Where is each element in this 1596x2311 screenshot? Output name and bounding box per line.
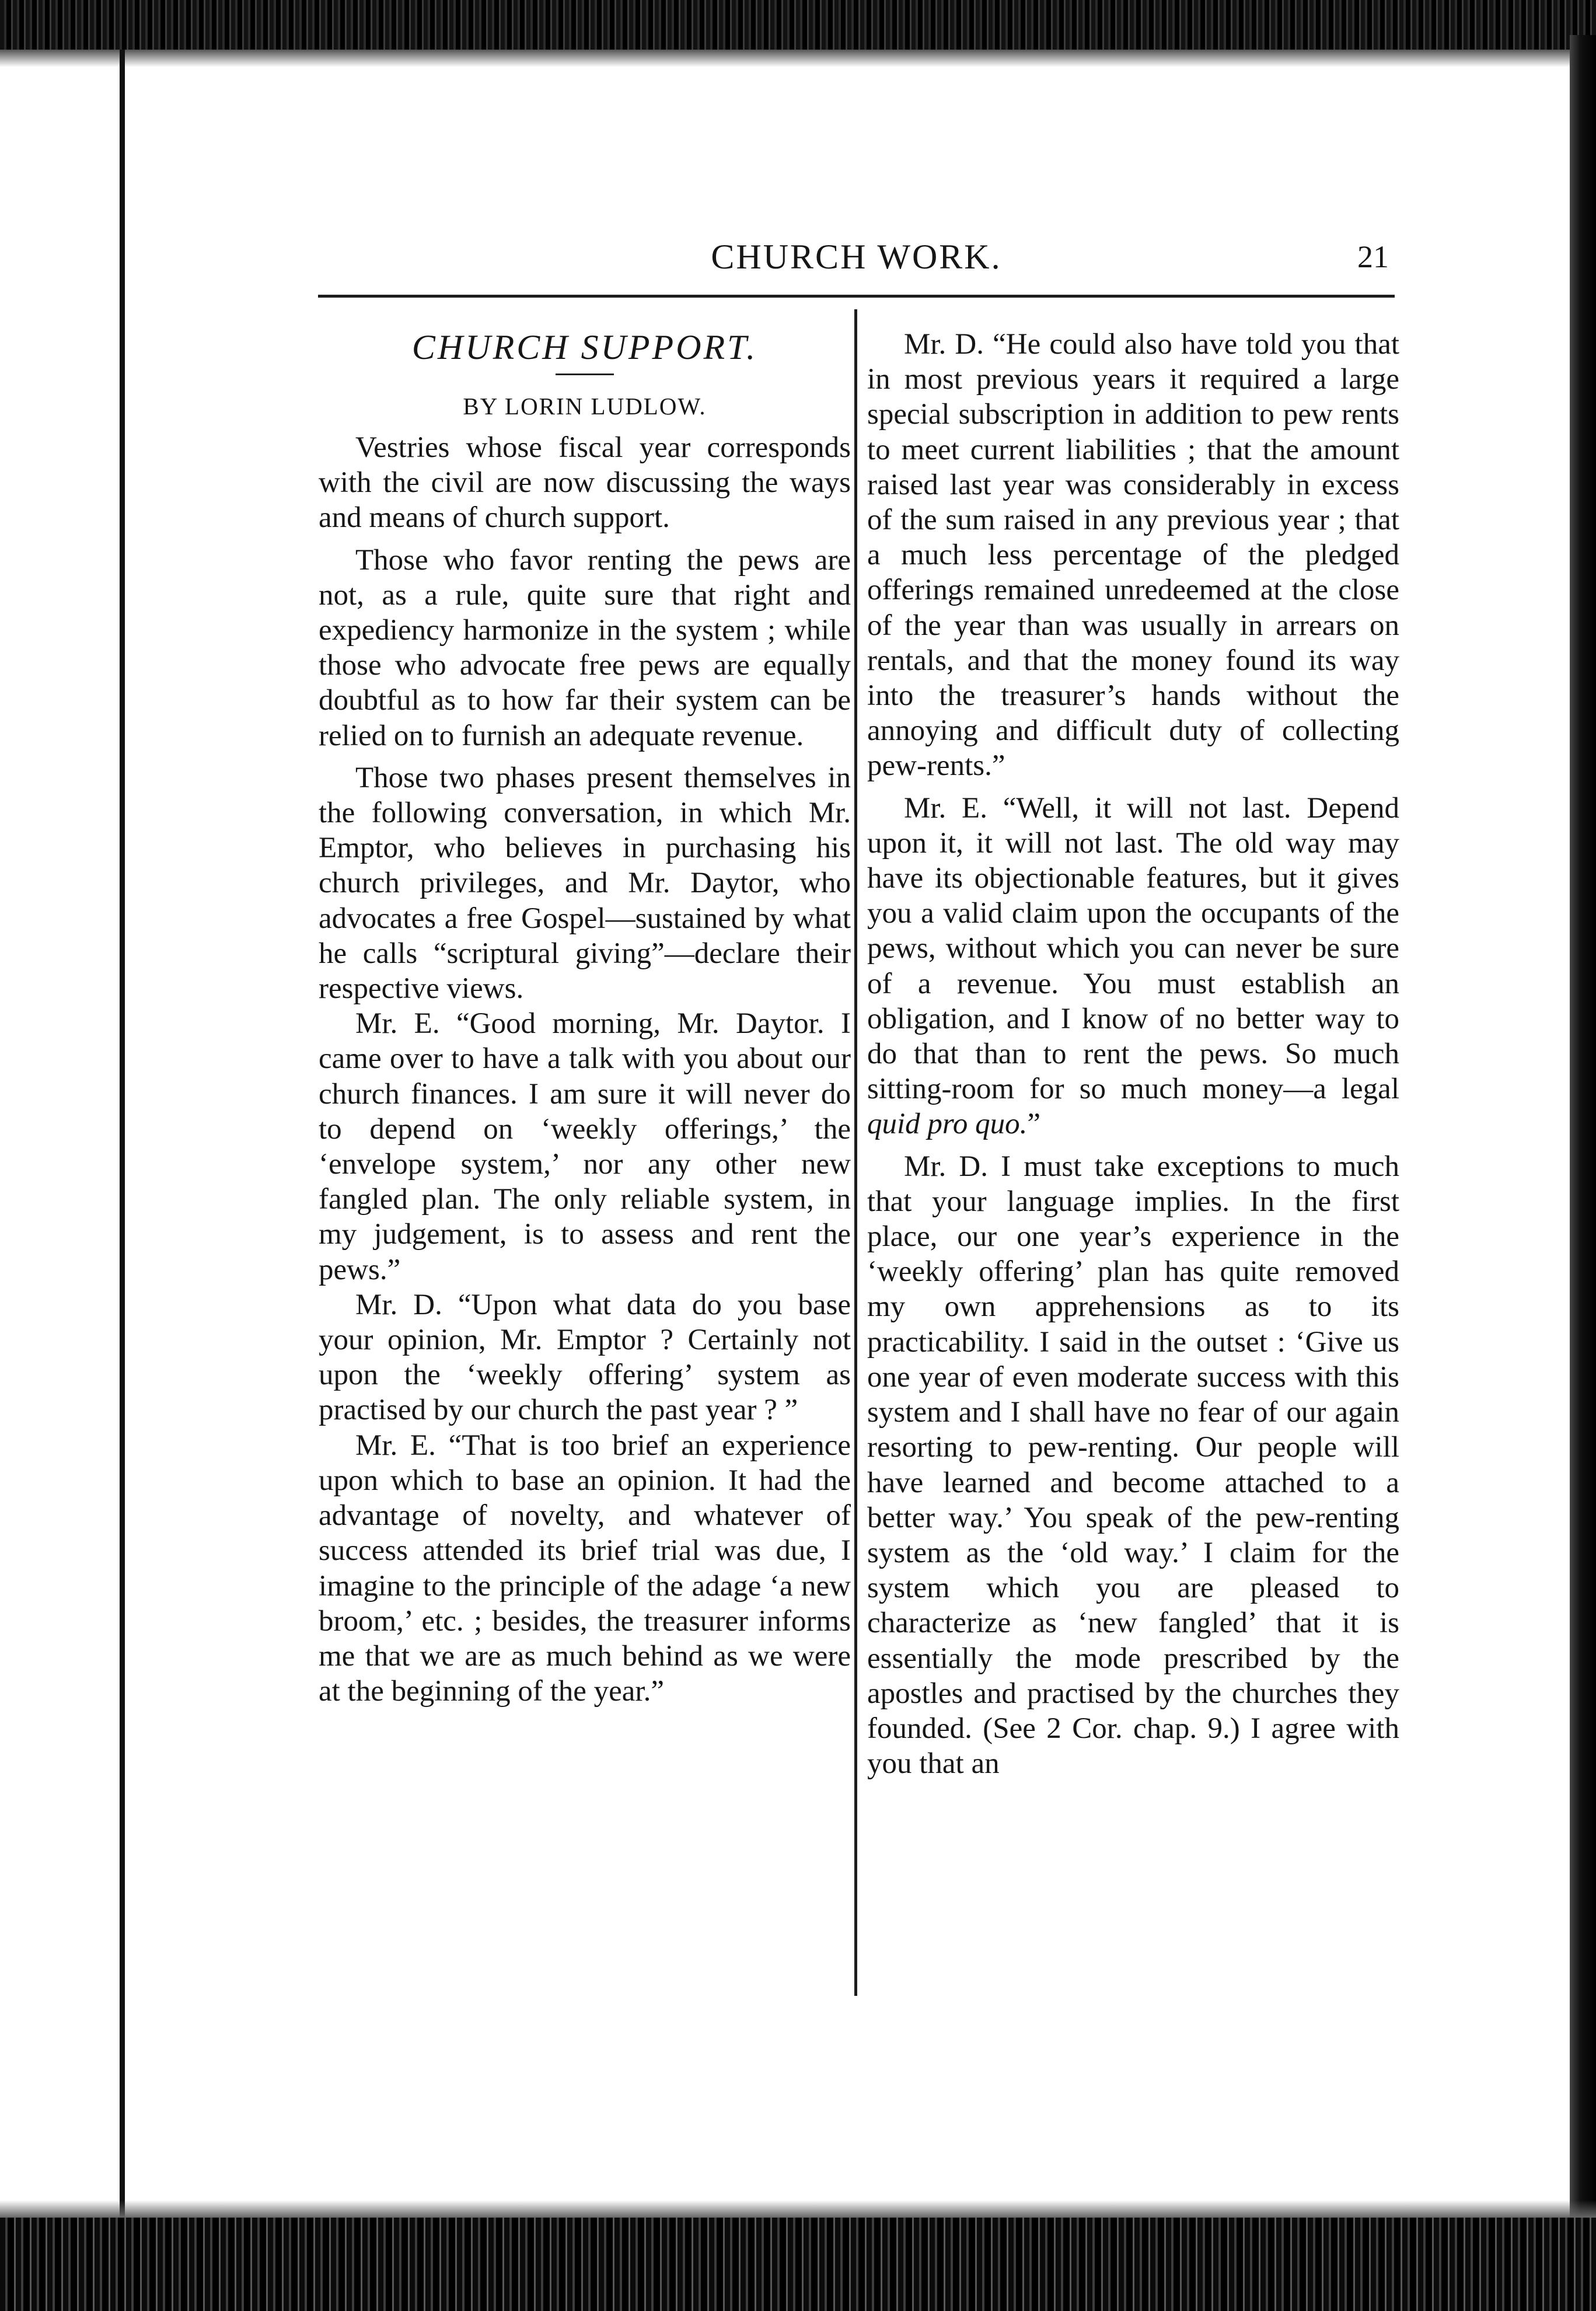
paragraph: Vestries whose fiscal year corresponds with the civil are now discussing the ways and means of church support. [319,431,851,535]
scan-shadow-bottom [0,2200,1596,2218]
scan-border-left [120,50,125,2221]
header-rule [318,295,1395,298]
running-head: CHURCH WORK. [711,238,1002,276]
paragraph: Mr. E. “That is too brief an experience upon which to base an opinion. It had the advantage of novelty, and whatever of success attended its brief trial was due, I imagine to the principle of the adage ‘a new broom,’ etc. ; besides, the treasurer informs me that we are as much behind as we were at the beginning of the year.” [319,1429,851,1708]
scan-border-top [0,0,1596,50]
right-column [867,327,1399,1781]
paragraph: Mr. D. I must take exceptions to much that your language implies. In the first place, our one year’s experience in the ‘weekly offering’ plan has quite removed my own apprehensions as to its practicability. I said in the outset : ‘Give us one year of even moderate success with this system and I shall have no fear of our again resorting to pew-renting. Our people will have learned and become attached to a better way.’ You speak of the pew-renting system as the ‘old way.’ I claim for the system which you are pleased to characterize as ‘new fangled’ that it is essentially the mode prescribed by the apostles and practised by the churches they founded. (See 2 Cor. chap. 9.) I agree with you that an [867,1150,1399,1781]
paragraph-text: Mr. E. “Well, it will not last. Depend upon it, it will not last. The old way may have its objectionable features, but it gives you a valid claim upon the occupants of the pews, without which you can never be sure of a revenue. You must establish an obligation, and I know of no better way to do that than to rent the pews. So much sitting-room for so much money—a legal [867,791,1399,1106]
latin-phrase: quid pro quo. [867,1108,1028,1141]
scan-shadow-top [0,50,1596,67]
article-byline: BY LORIN LUDLOW. [463,393,707,420]
paragraph: Mr. D. “Upon what data do you base your opinion, Mr. Emptor ? Certainly not upon the ‘weekly offering’ system as practised by our church the past year ? ” [319,1288,851,1427]
scan-border-bottom [0,2218,1596,2311]
paragraph: Mr. D. “He could also have told you that in most previous years it required a large special subscription in addition to pew rents to meet current liabilities ; that the amount raised last year was considerably in excess of the sum raised in any previous year ; that a much less percentage of the pledged offerings remained unredeemed at the close of the year than was usually in arrears on rentals, and that the money found its way into the treasurer’s hands without the annoying and difficult duty of collecting pew-rents.” [867,328,1399,783]
article-title: CHURCH SUPPORT. [411,328,758,366]
closing-quote: ” [1027,1108,1041,1141]
paragraph: Those two phases present themselves in the following conversation, in which Mr. Emptor, who believes in purchasing his church privileges, and Mr. Daytor, who advocates a free Gospel—sustained by what he calls “scriptural giving”—declare their respective views. [319,761,851,1006]
page-header [318,231,1395,283]
page-number: 21 [1357,239,1389,274]
paragraph: Those who favor renting the pews are not, as a rule, quite sure that right and expediency harmonize in the system ; while those who advocate free pews are equally doubtful as to how far their system can be relied on to furnish an adequate revenue. [319,543,851,752]
scan-border-right [1570,35,1596,2253]
left-column [319,327,851,1709]
column-divider [854,309,857,1996]
paragraph [867,791,1399,1142]
title-rule [556,373,614,375]
paragraph: Mr. E. “Good morning, Mr. Daytor. I came over to have a talk with you about our church finances. I am sure it will never do to depend on ‘weekly offerings,’ the ‘envelope system,’ nor any other new fangled plan. The only reliable system, in my judgement, is to assess and rent the pews.” [319,1007,851,1286]
